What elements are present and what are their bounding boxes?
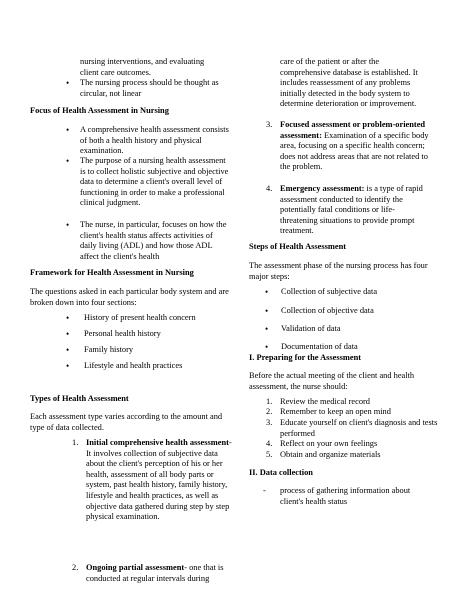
list-item: [249, 407, 474, 418]
list-text: [86, 438, 234, 523]
bullet-text: Personal health history: [84, 329, 161, 338]
section-heading: Steps of Health Assessment: [249, 242, 347, 251]
paragraph: The assessment phase of the nursing process has four major steps:: [249, 261, 428, 281]
bullet-icon: •: [66, 125, 70, 135]
bullet-text: Family history: [84, 345, 134, 354]
list-item: [249, 324, 474, 335]
list-item: [249, 287, 474, 298]
bullet-icon: •: [265, 306, 269, 316]
list-item: [249, 342, 474, 353]
bullet-icon: •: [265, 342, 269, 352]
list-number: 4.: [266, 439, 273, 448]
list-item: [30, 57, 285, 78]
bullet-icon: •: [66, 345, 70, 355]
definition: is a type of rapid assessment conducted to identify the potentially fatal conditions or life-threatening situations to provide prompt treatment.: [280, 184, 423, 236]
definition: Examination of a specific body area, focusing on a specific health concern; does not address areas that are not related to the problem.: [280, 130, 429, 172]
definition: - one that is conducted at regular intervals during: [86, 563, 224, 583]
term: Ongoing partial assessment: [86, 563, 185, 572]
list-text: Remember to keep an open mind: [280, 407, 391, 416]
bullet-text: A comprehensive health assessment consists of both a health history and physical examination.: [80, 125, 229, 156]
definition: - It involves collection of subjective data about the client's perception of his or her health, assessment of all body parts or system, past health history, family history, lifestyle and health practices, as well as objective data gathered during step by step physical examination.: [86, 438, 232, 522]
list-item: [30, 220, 230, 262]
bullet-text: The purpose of a nursing health assessment is to collect holistic subjective and objective data to determine a client's overall level of functioning in order to make a professional clinical judgment.: [80, 156, 229, 208]
bullet-text: Collection of subjective data: [281, 287, 378, 296]
list-number: 4.: [266, 184, 273, 193]
list-text: Reflect on your own feelings: [280, 439, 378, 448]
paragraph: Each assessment type varies according to the amount and type of data collected.: [30, 412, 223, 432]
bullet-text: Documentation of data: [281, 342, 358, 351]
list-number: 3.: [266, 120, 273, 129]
list-item: [249, 486, 430, 507]
list-text: Educate yourself on client's diagnosis and tests performed: [280, 418, 438, 438]
bullet-icon: •: [265, 287, 269, 297]
list-text: process of gathering information about client's health status: [280, 486, 411, 506]
list-item: [249, 418, 440, 439]
list-item: [249, 397, 474, 408]
section-heading: I. Preparing for the Assessment: [249, 353, 362, 362]
term: Emergency assessment:: [280, 184, 365, 193]
section-heading: Focus of Health Assessment in Nursing: [30, 106, 169, 115]
paragraph: Before the actual meeting of the client and health assessment, the nurse should:: [249, 371, 415, 391]
section-heading: II. Data collection: [249, 468, 313, 477]
list-item: [30, 156, 230, 209]
bullet-icon: •: [66, 156, 70, 166]
list-number: 1.: [266, 397, 273, 406]
bullet-icon: •: [265, 324, 269, 334]
list-item: [249, 306, 474, 317]
bullet-text: Lifestyle and health practices: [84, 361, 183, 370]
bullet-text: Validation of data: [281, 324, 341, 333]
list-item: [249, 184, 430, 237]
bullet-icon: •: [66, 361, 70, 371]
list-text: [280, 184, 430, 237]
list-item: [30, 78, 235, 99]
bullet-icon: •: [66, 220, 70, 230]
list-item: [249, 120, 430, 173]
section-heading: Types of Health Assessment: [30, 394, 129, 403]
list-number: 5.: [266, 450, 273, 459]
list-item: [249, 57, 430, 110]
bullet-icon: •: [66, 313, 70, 323]
term: Initial comprehensive health assessment: [86, 438, 229, 447]
list-text: [280, 120, 430, 173]
bullet-icon: •: [66, 78, 70, 88]
list-text: Review the medical record: [280, 397, 370, 406]
list-number: 2.: [72, 563, 79, 572]
list-number: 1.: [72, 438, 79, 447]
bullet-text: History of present health concern: [84, 313, 196, 322]
list-item: [249, 439, 474, 450]
section-heading: Framework for Health Assessment in Nursing: [30, 268, 194, 277]
term: Focused assessment or problem-oriented assessment:: [280, 120, 426, 140]
list-item: [249, 450, 474, 461]
list-item: [30, 438, 234, 523]
bullet-text: nursing interventions, and evaluating: [80, 57, 205, 66]
bullet-text: The nurse, in particular, focuses on how the client's health status affects activities of daily living (ADL) and how those ADL affect the client's health: [80, 220, 227, 261]
paragraph: The questions asked in each particular body system and are broken down into four sections:: [30, 287, 229, 307]
list-text: care of the patient or after the comprehensive database is established. It includes reassessment of any problems initially detected in the body system to determine deterioration or improvement.: [280, 57, 418, 109]
list-text: Obtain and organize materials: [280, 450, 381, 459]
list-number: 2.: [266, 407, 273, 416]
list-text: [86, 563, 234, 584]
list-item: [30, 563, 234, 584]
dash-marker: -: [263, 486, 266, 495]
bullet-text: Collection of objective data: [281, 306, 374, 315]
list-item: [30, 125, 230, 157]
bullet-text: The nursing process should be thought as circular, not linear: [80, 78, 219, 98]
bullet-icon: •: [66, 329, 70, 339]
bullet-text: client care outcomes.: [80, 67, 151, 77]
list-number: 3.: [266, 418, 273, 427]
